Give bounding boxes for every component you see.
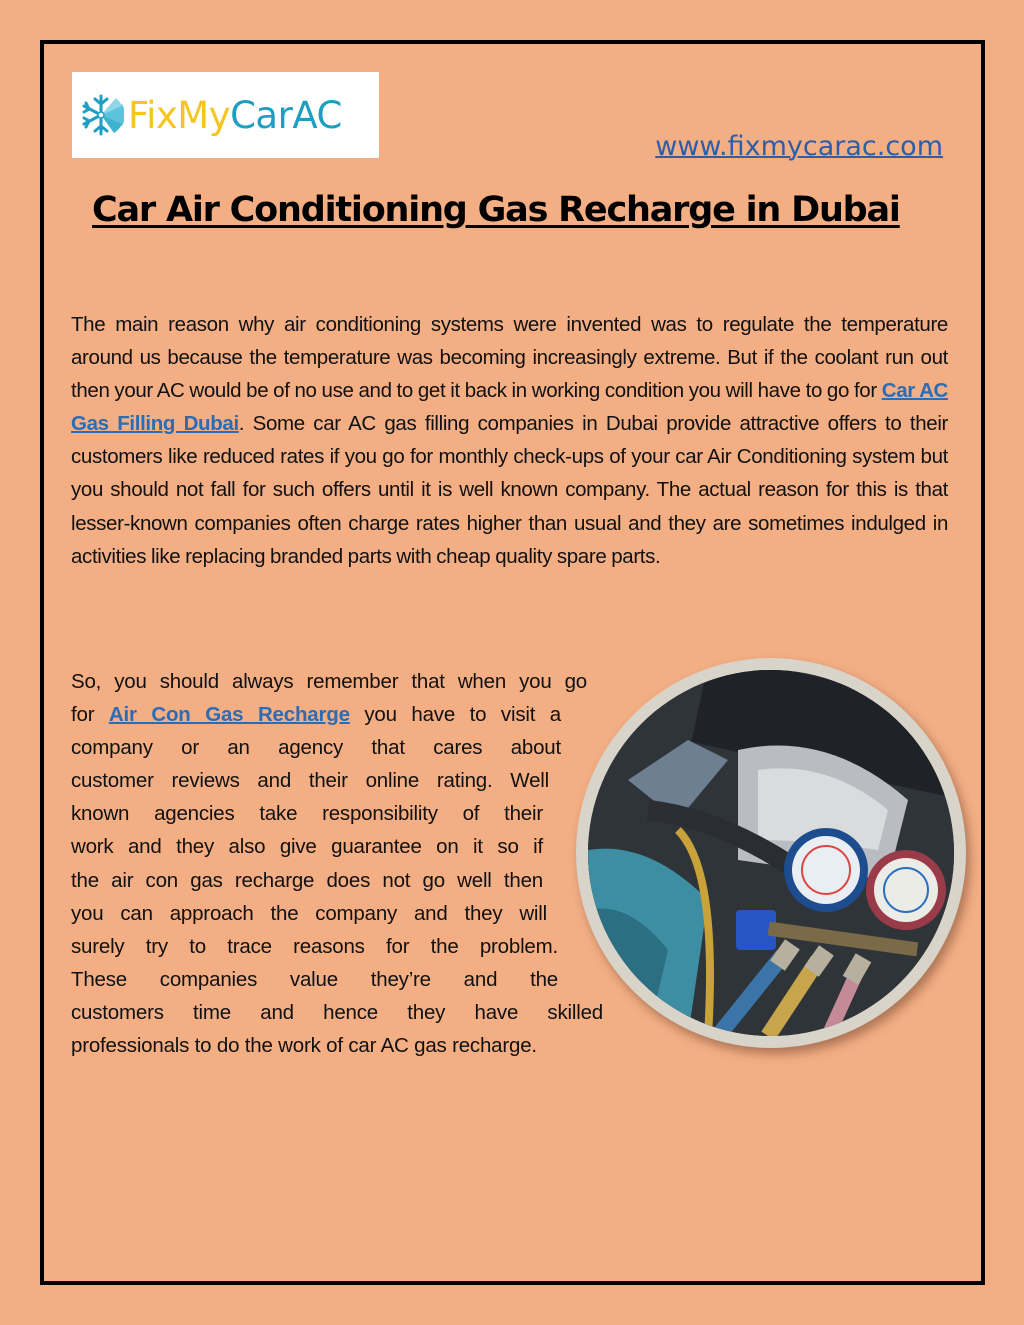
paragraph-recharge: [71, 665, 603, 1062]
text-line: you can approach the company and they will: [71, 901, 547, 925]
website-link[interactable]: www.fixmycarac.com: [655, 131, 943, 162]
engine-illustration: [588, 670, 954, 1036]
logo-text-carac: CarAC: [230, 93, 342, 137]
air-con-gas-recharge-link[interactable]: Air Con Gas Recharge: [108, 703, 350, 727]
fixmycarac-logo: [72, 72, 379, 158]
text-fragment: you have to visit a: [364, 703, 562, 727]
text-line: company or an agency that cares about: [71, 736, 561, 760]
text-line: customers time and hence they have skilled: [71, 1000, 603, 1024]
text-line: known agencies take responsibility of their: [71, 802, 543, 826]
text-line: work and they also give guarantee on it so if: [71, 835, 543, 859]
text-fragment: for: [71, 703, 95, 727]
paragraph-intro-text-1: The main reason why air conditioning systems were invented was to regulate the temperature around us because the temperature was becoming increasingly extreme. But if the coolant run out then your AC would be of no use and to get it back in working condition you will have to go for: [71, 313, 948, 403]
text-line: So, you should always remember that when you go: [71, 670, 587, 693]
snowflake-fan-icon: [78, 92, 124, 138]
page-title: Car Air Conditioning Gas Recharge in Dubai: [92, 190, 900, 230]
text-line: the air con gas recharge does not go well then: [71, 868, 543, 892]
text-line: These companies value they’re and the: [71, 967, 558, 991]
text-line: surely try to trace reasons for the problem.: [71, 934, 558, 958]
engine-ac-gauges-photo: [588, 670, 954, 1036]
paragraph-intro-text-2: . Some car AC gas filling companies in Dubai provide attractive offers to their customers like reduced rates if you go for monthly check-ups of your car Air Conditioning system but you should not fall for such offers until it is well known company. The actual reason for this is that lesser-known companies often charge rates higher than usual and they are sometimes indulged in activities like replacing branded parts with cheap quality spare parts.: [71, 412, 948, 568]
engine-photo-frame: [576, 658, 966, 1048]
text-line-with-link: [71, 698, 561, 731]
text-line: customer reviews and their online rating. Well: [71, 769, 549, 793]
paragraph-intro: [71, 308, 948, 573]
text-line: professionals to do the work of car AC gas recharge.: [71, 1034, 537, 1058]
logo-wordmark: [128, 93, 342, 137]
logo-text-fixmy: FixMy: [128, 93, 231, 137]
car-ac-gas-filling-link[interactable]: Car AC Gas Filling Dubai: [71, 379, 948, 436]
